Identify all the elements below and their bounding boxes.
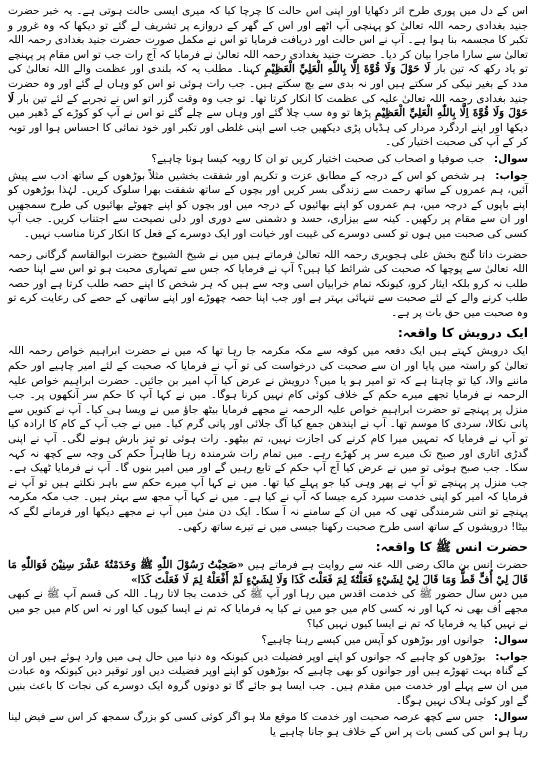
answer-text: بوڑھوں کو چاہیے کہ جوانوں کو اپنے اوپر فضیلت دیں کیونکہ وہ دنیا میں حال ہی میں وارد ہوئے ہیں اور ان کے گناہ بہت تھوڑے ہیں اور جوانوں کو بھی چاہیے کہ بوڑھوں کو اپنے اوپر فضیلت دیں اور توقیر دیں کیونکہ وہ عبادت میں ان سے پہلے اور خدمت میں مقدم ہیں۔ جب ایسا ہو جائے گا تو دونوں گروہ ایک دوسرے کی نجات کا باعث بنیں گے اور کوئی ہلاک نہیں ہوگا۔: [8, 650, 528, 707]
question-1: [8, 152, 528, 167]
answer-2: [8, 650, 528, 708]
answer-1: [8, 169, 528, 242]
question-text: جوانوں اور بوڑھوں کو آپس میں کیسے رہنا چاہیے؟: [261, 634, 485, 647]
arabic-phrase-2: لَا حَوْلَ وَلَا قُوَّةَ اِلَّا بِاللّٰهِ الْعَلِيِّ الْعَظِيْمِ: [8, 92, 528, 120]
section-heading-anas: حضرت انس ﷺ کا واقعہ:: [375, 539, 528, 555]
anas-intro: حضرت انس بن مالک رضی اللہ عنہ سے روایت ہے فرماتے ہیں: [247, 559, 528, 572]
intro-paragraph: [8, 4, 528, 150]
answer-label: جواب:: [495, 169, 528, 182]
hadith-arabic: «صَحِبْتُ رَسُوْلَ اللّٰهِ ﷺ وَخَدَمْتُهٗ عَشْرَ سِنِيْنَ فَوَاللّٰهِ مَا قَالَ لِيْ أُفٍّ قَطُّ وَمَا قَالَ لِيْ لِشَيْءٍ فَعَلْتُهٗ لِمَ فَعَلْتَ كَذَا وَلَا لِشَيْءٍ لَمْ أَفْعَلْهُ لِمَ لَا فَعَلْتَ كَذَا»: [8, 559, 528, 586]
question-3: [8, 710, 528, 739]
question-text: جس سے کچھ عرصہ صحبت اور خدمت کا موقع ملا ہو اگر کوئی کسی کو بزرگ سمجھ کر اس سے فیض لینا رہا ہو اس کی کسی بات پر اس کے خلاف ہو جانا چاہیے یا: [8, 711, 528, 738]
question-2: [8, 633, 528, 648]
question-label: سوال:: [493, 152, 528, 165]
question-label: سوال:: [493, 634, 528, 647]
question-text: جب صوفیا و اصحاب کی صحبت اختیار کریں تو ان کا رویہ کیسا ہونا چاہیے؟: [151, 152, 485, 165]
intro-text-1: اس کے دل میں پوری طرح اثر دکھایا اور اپنی اس حالت کا چرچا کیا کہ میری ایسی حالت ہوتی ہے۔ یہ خبر حضرت جنید بغدادی رحمہ اللہ تعالیٰ کو پہنچی آپ اٹھے اور اس کے گھر کے دروازے پر تشریف لے گئے تو دیکھا کہ وہ غرور و تکبر کا مجسمہ بنا ہوا ہے۔ آپ نے اس حالت اور دریافت فرمایا تو اس نے مکمل صورت حضرت جنید بغدادی رحمہ اللہ تعالیٰ سے سارا ماجرا بیان کر دیا۔ حضرت جنید بغدادی رحمہ اللہ تعالیٰ نے فرمایا کہ آج رات جب تو اس مقام پر پہنچے تو یاد رکھ کہ تین بار: [8, 5, 528, 76]
answer-text-2: حضرت داتا گنج بخش علی ہجویری رحمہ اللہ تعالیٰ فرماتے ہیں میں نے شیخ الشیوخ حضرت ابوالقاسم گرگانی رحمہ اللہ تعالیٰ سے پوچھا کہ صحبت کی شرائط کیا ہیں؟ آپ نے فرمایا کہ جس سے تمہاری محبت ہو تو اس سے اپنا حصہ طلب نہ کرو بلکہ ایثار کرو، کیونکہ تمام خرابیاں اسی وجہ سے ہیں کہ ہر شخص کا اپنے حصہ طلب کرتا ہے اور حصہ طلب کرنے والے کے لئے صحبت سے تنہائی بہتر ہے اور جب اپنا حصہ چھوڑے اور اپنے ساتھی کے حصے کی رعایت کرے تو وہ صحبت میں حق بات پر ہے۔: [8, 248, 528, 319]
anas-hadith: [8, 558, 528, 587]
dervish-story: [8, 344, 528, 534]
answer-label: جواب:: [495, 650, 528, 663]
question-label: سوال:: [493, 711, 529, 724]
answer-text: ہر شخص کو اس کے درجہ کے مطابق عزت و تکریم اور شفقت بخشیں مثلاً بوڑھوں کے ساتھ ادب سے پیش آئیں، ہم عمروں کے ساتھ رحمت سے زندگی بسر کریں اور بچوں کے ساتھ شفقت بھرا سلوک کریں۔ لہٰذا بوڑھوں کو اپنے باپوں کے درجہ میں، ہم عمروں کو اپنے بھائیوں کے درجہ میں اور بچوں کو اپنے چھوٹے بھائیوں کی طرح سمجھیں اور ان سے مقام پر رکھیں۔ کینہ سے بیزاری، حسد و دشمنی سے دوری اور دلی نصیحت سے اجتناب کریں۔ جب آپ کسی کی صحبت میں ہوں تو کسی دوسرے کی غیبت اور خیانت اور ایک دوسرے کے فعل کا انکار کرنا مناسب نہیں۔: [8, 169, 528, 240]
anas-translation-text: میں دس سال حضور ﷺ کی خدمت اقدس میں رہا اور آپ ﷺ کی خدمت بجا لاتا رہا۔ اللہ کی قسم آپ ﷺ نے کبھی مجھے اُف بھی نہ کہا اور نہ کسی کام میں جو میں نے کیا یہ فرمایا کہ تم نے ایسا کیوں کیا اور نہ اس کام میں جو میں نے نہیں کیا یہ فرمایا کہ تم نے ایسا کیوں نہیں کیا؟: [8, 588, 528, 630]
anas-translation: [8, 587, 528, 631]
intro-text-3: پڑھا تو وہ سب چلا گئے اور وہاں سے چلے گئے تو اس نے آپ کو کوڑے کے ڈھیر میں دیکھا اور اپنے اردگرد مردار کی ہڈیاں پڑی دیکھیں جب اسے اپنی غلطی اور تکبر اور خود نمائی کا احساس ہوا اور توبہ کر کے آپ کی صحبت اختیار کی۔: [8, 107, 528, 149]
arabic-phrase-1: لَا حَوْلَ وَلَا قُوَّةَ اِلَّا بِاللّٰهِ الْعَلِيِّ الْعَظِيْمِ: [264, 63, 431, 76]
section-heading-dervish: ایک درویش کا واقعہ:: [397, 325, 528, 341]
dervish-story-text: ایک درویش کہتے ہیں ایک دفعہ میں کوفہ سے مکہ مکرمہ جا رہا تھا کہ میں نے حضرت ابراہیم خواص رحمہ اللہ تعالیٰ کو راستہ میں پایا اور ان سے صحبت کی درخواست کی تو آپ نے فرمایا کہ صحبت کے لئے امیر چاہیے اور حکم ماننے والا، کیا تو چاہتا ہے کہ تو امیر ہو یا میں؟ درویش نے عرض کیا آپ امیر بن جائیں۔ حضرت ابراہیم خواص علیہ الرحمہ نے فرمایا تجھے میرے حکم کے خلاف کوئی کام نہیں کرنا ہوگا۔ میں نے کہا آپ کا حکم سر آنکھوں پر۔ جب منزل پر پہنچے تو حضرت ابراہیم خواص علیہ الرحمہ نے مجھے فرمایا بیٹھ جاؤ میں نے ویسا ہی کیا۔ آپ نے کنویں سے پانی نکالا، سردی کا موسم تھا۔ آپ نے ایندھن جمع کیا آگ جلائی اور پانی گرم کیا۔ میں نے جب آپ کے کام کا ارادہ کیا تو آپ نے فرمایا کہ تمہیں میرا کام کرنے کی اجازت نہیں، تم بیٹھو۔ رات ہوئی تو تیز بارش ہونے لگی۔ آپ نے اپنی گدڑی اتاری اور صبح تک میرے سر پر کھڑے رہے۔ میں تمام رات شرمندہ رہا ظاہراً حکم کی وجہ سے کچھ نہ کہہ سکا۔ جب صبح ہوئی تو میں نے عرض کیا آج آپ حکم کے تابع رہیں گے اور میں امیر بنوں گا۔ آپ نے فرمایا ٹھیک ہے۔ جب منزل پر پہنچے تو آپ نے پھر وہی کیا جو پہلے کیا تھا۔ میں نے کہا آپ میرے حکم سے باہر نکلتے ہیں تو آپ نے فرمایا کہ امیر کو اپنی خدمت سپرد کرے جیسا کہ آپ نے کیا ہے۔ میں نے کہا آپ مجھ سے بہتر ہیں۔ جب مکہ مکرمہ پہنچے تو اتنی شرمندگی تھی کہ میں ان کے سامنے نہ آ سکا۔ ایک دن منیٰ میں آپ نے مجھے دیکھا اور فرمانے لگے کہ بیٹا! درویشوں کے ساتھ اسی طرح صحبت رکھنا جیسی میں نے تیرے ساتھ رکھی۔: [8, 345, 528, 533]
answer-1-continuation: [8, 248, 528, 321]
intro-text-2: کہنا۔ مطلب یہ کہ بلندی اور عظمت والے اللہ تعالیٰ کی مدد کے بغیر نیکی کر سکتے ہیں اور نہ بدی سے بچ سکتے ہیں۔ جب رات ہوئی تو اس کو وہاں لے گئے اور وہ حضرت جنید بغدادی رحمہ اللہ تعالیٰ علیہ کی عظمت کا انکار کرتا تھا۔ تو جب وہ وقت گزر اتو اس نے تجربے کے لئے تین بار: [8, 63, 528, 105]
